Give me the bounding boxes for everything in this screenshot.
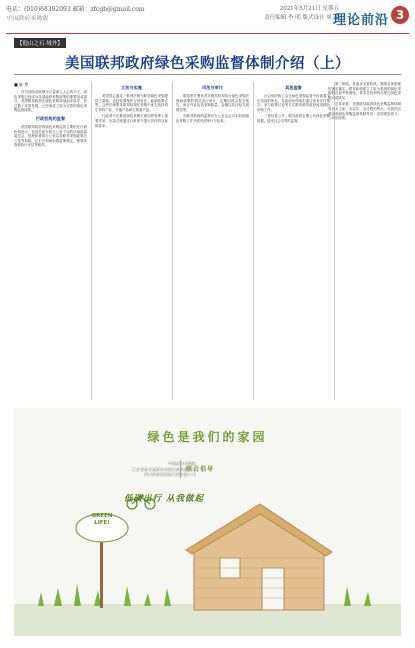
- paragraph: 第二阶段，是逐步完善阶段。随着各项制度的逐步落实，联邦政府建立了较为系统的绿色采购报告和考核制度，要求各机构每年报告绿色采购完成情况。: [328, 82, 401, 100]
- paragraph: 社会组织和公众在绿色采购监督中扮演着不可忽视的角色。非政府环保组织通过发布评估报告、参与政策讨论等方式推动联邦政府改进绿色采购工作。: [257, 94, 330, 112]
- section-title: 理论前沿: [332, 13, 389, 28]
- newspaper-name: 中国政府采购报: [6, 15, 49, 22]
- public-service-ad: [14, 408, 401, 636]
- ad-divider: [180, 460, 181, 478]
- sign-text-line: GREEN: [91, 513, 113, 519]
- ad-joint-tag: 联合倡导: [186, 466, 215, 473]
- article-column-5: [328, 82, 401, 400]
- subheading: 立法与实施: [121, 85, 142, 90]
- column-divider: [172, 82, 173, 400]
- paragraph: 联邦审计署负责对联邦机构执行绿色采购法律和政策的情况进行审计，定期向国会提交报告。审计内容包括采购数量、金额以及目标完成情况等。: [176, 94, 249, 112]
- column-divider: [253, 82, 254, 400]
- article-title: 美国联邦政府绿色采购监督体制介绍（上）: [65, 56, 350, 72]
- paragraph: 一是信息公开。联邦政府定期公布绿色采购数据，接受社会各界的监督。: [257, 114, 330, 123]
- ad-org-line: 江苏省政采通政府采购咨询有限公司: [132, 466, 196, 472]
- header-contact-line: 电话：(010)68392093 邮箱：zfcgb@gmail.com: [6, 6, 145, 13]
- column-divider: [91, 82, 92, 400]
- issue-date: 2021年5月21日 星期五: [279, 6, 339, 12]
- ad-slogan: 绿色是我们的家园: [147, 430, 268, 444]
- editor-credits: 责任编辑 李 明 版式设计 周 亮: [264, 15, 339, 21]
- page-number-badge: 3: [391, 6, 409, 24]
- wooden-house-icon: [186, 504, 332, 610]
- article-column-2: [95, 82, 168, 400]
- paragraph: 总体来看，美国联邦政府绿色采购监督体制具有多主体、多层次、全过程的特点，对我国完善政府绿色采购监督机制具有一定的借鉴意义。（未完待续）: [328, 102, 401, 121]
- article-column-3: [176, 82, 249, 400]
- article-column-4: [257, 82, 330, 400]
- green-life-sign-icon: [76, 514, 128, 608]
- header-contact: [6, 5, 145, 23]
- ad-org-line: 四川创新园国际代理有限公司: [144, 472, 196, 477]
- paragraph: 行政命令在推动绿色采购方面同样发挥了重要作用，历届总统通过行政命令提出具体的目标和要求。: [95, 114, 168, 128]
- ad-org-line: 中国政府采购报: [168, 461, 196, 466]
- paragraph: 美国国会通过一系列法律为联邦绿色采购提供了基础，包括资源保护与回收法、能源政策法等。这些法律要求联邦机构在采购中优先选择再生材料产品、节能产品和生物基产品。: [95, 94, 168, 112]
- article-author: ■ 陈 然: [14, 82, 29, 87]
- article-column-1: [14, 82, 87, 400]
- paragraph: 各联邦机构的监察长办公室也会对本机构绿色采购工作开展内部审计与检查。: [176, 114, 249, 123]
- subheading: 司法与审计: [202, 85, 223, 90]
- article-body: [14, 82, 401, 400]
- sign-text: [84, 513, 120, 527]
- paragraph: 美国联邦政府的绿色采购监督主要依托行政机构进行，包括总统行政办公室下设的环境质量委员会、管理和预算办公室以及联邦采购政策办公室等机构，它们分别承担着政策制定、预算审查和执行评估等职责。: [14, 124, 87, 148]
- header-date: [264, 5, 339, 23]
- title-divider: [14, 74, 401, 75]
- column-tag: 【他山之石·域外】: [14, 38, 66, 48]
- page-header: [6, 5, 409, 34]
- subheading: 其他监督: [285, 85, 302, 90]
- sign-text-line: LIFE!: [94, 520, 110, 526]
- ad-motto: 低碳出行 从我做起: [124, 494, 204, 504]
- paragraph: 在可持续发展理念日益深入人心的今天，绿色采购已经成为各国政府采购政策的重要组成部分。美国联邦政府在绿色采购领域起步较早，经过数十年的发展，已经形成了较为完善的绿色采购监督体制。: [14, 90, 87, 113]
- subheading: 行政机构的监督: [35, 115, 66, 121]
